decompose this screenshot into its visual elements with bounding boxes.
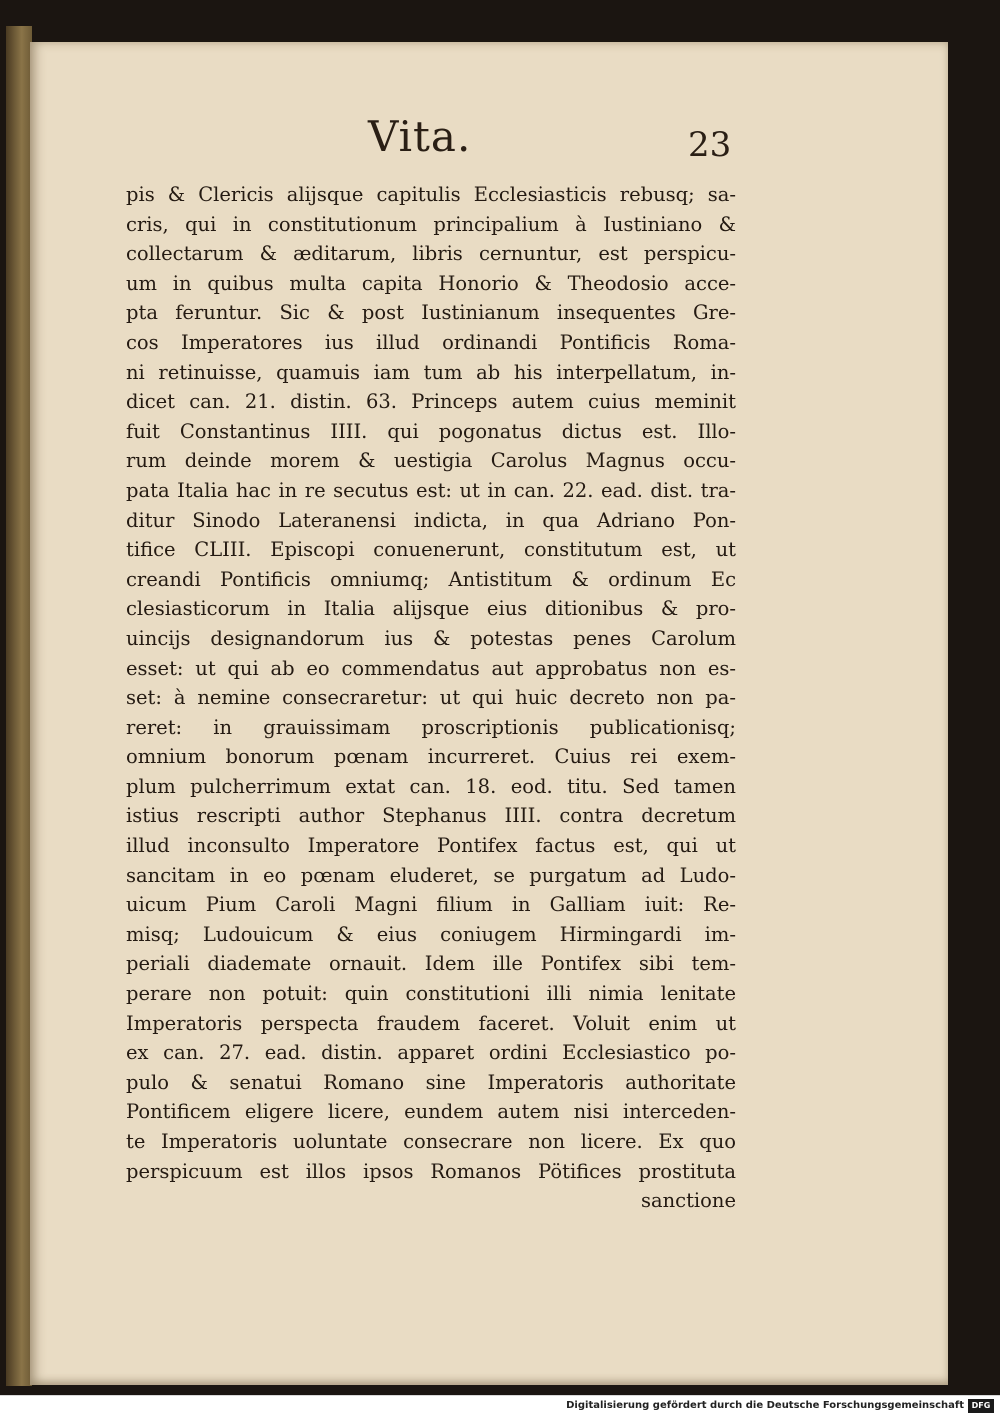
text-line: istius rescripti author Stephanus IIII. contra decretum <box>126 804 736 828</box>
text-line: collectarum & æditarum, libris cernuntur, est perspicu- <box>126 242 736 266</box>
text-line: rum deinde morem & uestigia Carolus Magnus occu- <box>126 449 736 473</box>
text-line: dicet can. 21. distin. 63. Princeps autem cuius meminit <box>126 390 736 414</box>
text-line: Imperatoris perspecta fraudem faceret. Voluit enim ut <box>126 1011 736 1035</box>
text-line: esset: ut qui ab eo commendatus aut approbatus non es- <box>126 656 736 680</box>
text-line: plum pulcherrimum extat can. 18. eod. titu. Sed tamen <box>126 774 736 798</box>
text-line: misq; Ludouicum & eius coniugem Hirmingardi im- <box>126 922 736 946</box>
text-line: sanctione <box>640 1189 736 1213</box>
body-text <box>126 180 736 1216</box>
text-line: pulo & senatui Romano sine Imperatoris authoritate <box>126 1070 736 1094</box>
text-line: ex can. 27. ead. distin. apparet ordini Ecclesiastico po- <box>126 1041 736 1065</box>
text-line: uicum Pium Caroli Magni filium in Galliam iuit: Re- <box>126 893 736 917</box>
running-head-title: Vita. <box>368 112 472 161</box>
text-line: fuit Constantinus IIII. qui pogonatus dictus est. Illo- <box>126 419 736 443</box>
text-line: sancitam in eo pœnam eluderet, se purgatum ad Ludo- <box>126 863 736 887</box>
text-line: uincijs designandorum ius & potestas penes Carolum <box>126 626 736 650</box>
funding-credit: Digitalisierung gefördert durch die Deutsche Forschungsgemeinschaft <box>566 1400 964 1411</box>
text-line: ditur Sinodo Lateranensi indicta, in qua Adriano Pon- <box>126 508 736 532</box>
page-edge <box>6 26 32 1386</box>
text-line: perare non potuit: quin constitutioni illi nimia lenitate <box>126 982 736 1006</box>
text-line: pta feruntur. Sic & post Iustinianum insequentes Gre- <box>126 301 736 325</box>
text-line: pata Italia hac in re secutus est: ut in can. 22. ead. dist. tra- <box>126 478 736 502</box>
text-line: ni retinuisse, quamuis iam tum ab his interpellatum, in- <box>126 360 736 384</box>
text-line: creandi Pontificis omniumq; Antistitum & ordinum Ec <box>126 567 736 591</box>
page-number: 23 <box>688 125 732 165</box>
text-line: tifice CLIII. Episcopi conuenerunt, constitutum est, ut <box>126 538 736 562</box>
footer-bar <box>0 1395 1000 1418</box>
text-line: perspicuum est illos ipsos Romanos Pötifices prostituta <box>126 1159 736 1183</box>
text-line: pis & Clericis alijsque capitulis Ecclesiasticis rebusq; sa- <box>126 183 736 206</box>
dfg-logo: DFG <box>968 1399 994 1413</box>
text-line: Pontificem eligere licere, eundem autem nisi interceden- <box>126 1100 736 1124</box>
text-line: reret: in grauissimam proscriptionis publicationisq; <box>126 715 736 739</box>
text-line: clesiasticorum in Italia alijsque eius ditionibus & pro- <box>126 597 736 621</box>
text-line: periali diademate ornauit. Idem ille Pontifex sibi tem- <box>126 952 736 976</box>
text-line: cos Imperatores ius illud ordinandi Pontificis Roma- <box>126 330 736 354</box>
text-line: cris, qui in constitutionum principalium à Iustiniano & <box>126 212 736 236</box>
text-line: um in quibus multa capita Honorio & Theodosio acce- <box>126 271 736 295</box>
text-line: te Imperatoris uoluntate consecrare non licere. Ex quo <box>126 1130 736 1153</box>
text-line: set: à nemine consecraretur: ut qui huic decreto non pa- <box>126 686 736 710</box>
text-line: illud inconsulto Imperatore Pontifex factus est, qui ut <box>126 834 736 858</box>
text-line: omnium bonorum pœnam incurreret. Cuius rei exem- <box>126 745 736 769</box>
